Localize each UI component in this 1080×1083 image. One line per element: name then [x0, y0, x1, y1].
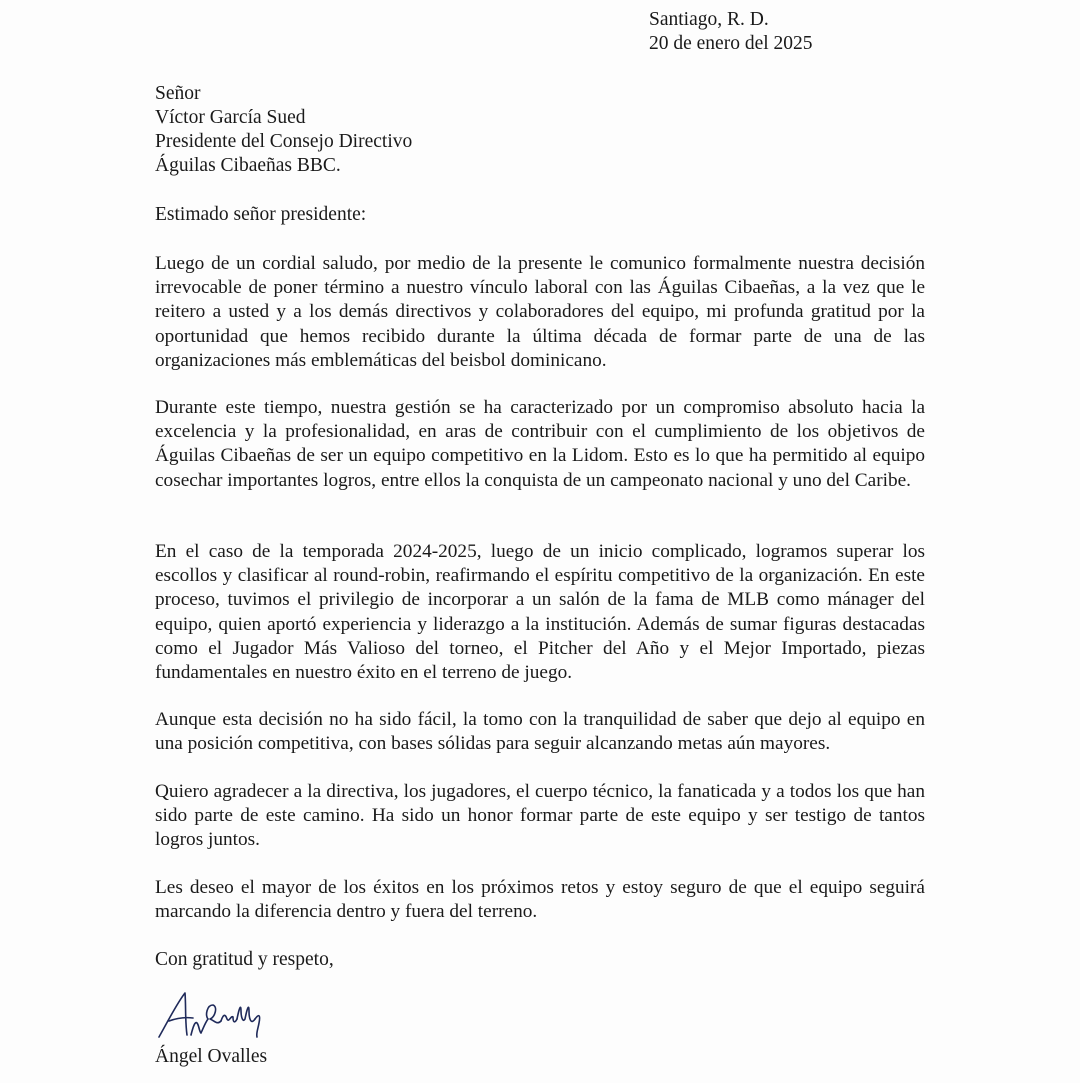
signature-strokes: [159, 993, 260, 1037]
signature-stroke-o: [207, 1005, 221, 1023]
signature-stroke-ll: [237, 1007, 255, 1021]
closing-line: Con gratitud y respeto,: [155, 949, 334, 970]
body-paragraph-2: Durante este tiempo, nuestra gestión se ha caracterizado por un compromiso absoluto hacia la excelencia y la profesionalidad, en aras de contribuir con el cumplimiento de los objetivos de Águilas Cibaeñas de ser un equipo competitivo en la Lidom. Esto es lo que ha permitido al equipo cosechar importantes logros, entre ellos la conquista de un campeonato nacional y uno del Caribe.: [155, 397, 925, 491]
body-paragraph-5: Quiero agradecer a la directiva, los jugadores, el cuerpo técnico, la fanaticada y a todos los que han sido parte de este camino. Ha sido un honor formar parte de este equipo y ser testigo de tantos logros juntos.: [155, 781, 925, 851]
signer-name: Ángel Ovalles: [155, 1046, 268, 1067]
recipient-organization: Águilas Cibaeñas BBC.: [155, 155, 341, 176]
body-paragraph-1: Luego de un cordial saludo, por medio de la presente le comunico formalmente nuestra decisión irrevocable de poner término a nuestro vínculo laboral con las Águilas Cibaeñas, a la vez que le reitero a usted y a los demás directivos y colaboradores del equipo, mi profunda gratitud por la oportunidad que hemos recibido durante la última década de formar parte de una de las organizaciones más emblemáticas del beisbol dominicano.: [155, 253, 925, 371]
recipient-honorific: Señor: [155, 83, 201, 104]
signature-stroke-cross: [169, 1018, 193, 1021]
date-line: 20 de enero del 2025: [649, 33, 813, 54]
handwritten-signature: [155, 985, 265, 1045]
signature-stroke-n: [191, 1019, 208, 1035]
place-date-block: [649, 8, 813, 56]
signature-stroke-va: [221, 1015, 237, 1021]
signature-stroke-tail: [255, 1016, 260, 1037]
recipient-name: Víctor García Sued: [155, 107, 306, 128]
signature-stroke-a: [159, 993, 187, 1037]
recipient-block: [155, 82, 412, 178]
body-paragraph-4: Aunque esta decisión no ha sido fácil, la tomo con la tranquilidad de saber que dejo al equipo en una posición competitiva, con bases sólidas para seguir alcanzando metas aún mayores.: [155, 709, 925, 755]
city-line: Santiago, R. D.: [649, 9, 769, 30]
body-paragraph-3: En el caso de la temporada 2024-2025, luego de un inicio complicado, logramos superar los escollos y clasificar al round-robin, reafirmando el espíritu competitivo de la organización. En este proceso, tuvimos el privilegio de incorporar a un salón de la fama de MLB como mánager del equipo, quien aportó experiencia y liderazgo a la institución. Además de sumar figuras destacadas como el Jugador Más Valioso del torneo, el Pitcher del Año y el Mejor Importado, piezas fundamentales en nuestro éxito en el terreno de juego.: [155, 541, 925, 684]
body-paragraph-6: Les deseo el mayor de los éxitos en los próximos retos y estoy seguro de que el equipo seguirá marcando la diferencia dentro y fuera del terreno.: [155, 877, 925, 923]
salutation: Estimado señor presidente:: [155, 204, 367, 225]
recipient-title: Presidente del Consejo Directivo: [155, 131, 413, 152]
